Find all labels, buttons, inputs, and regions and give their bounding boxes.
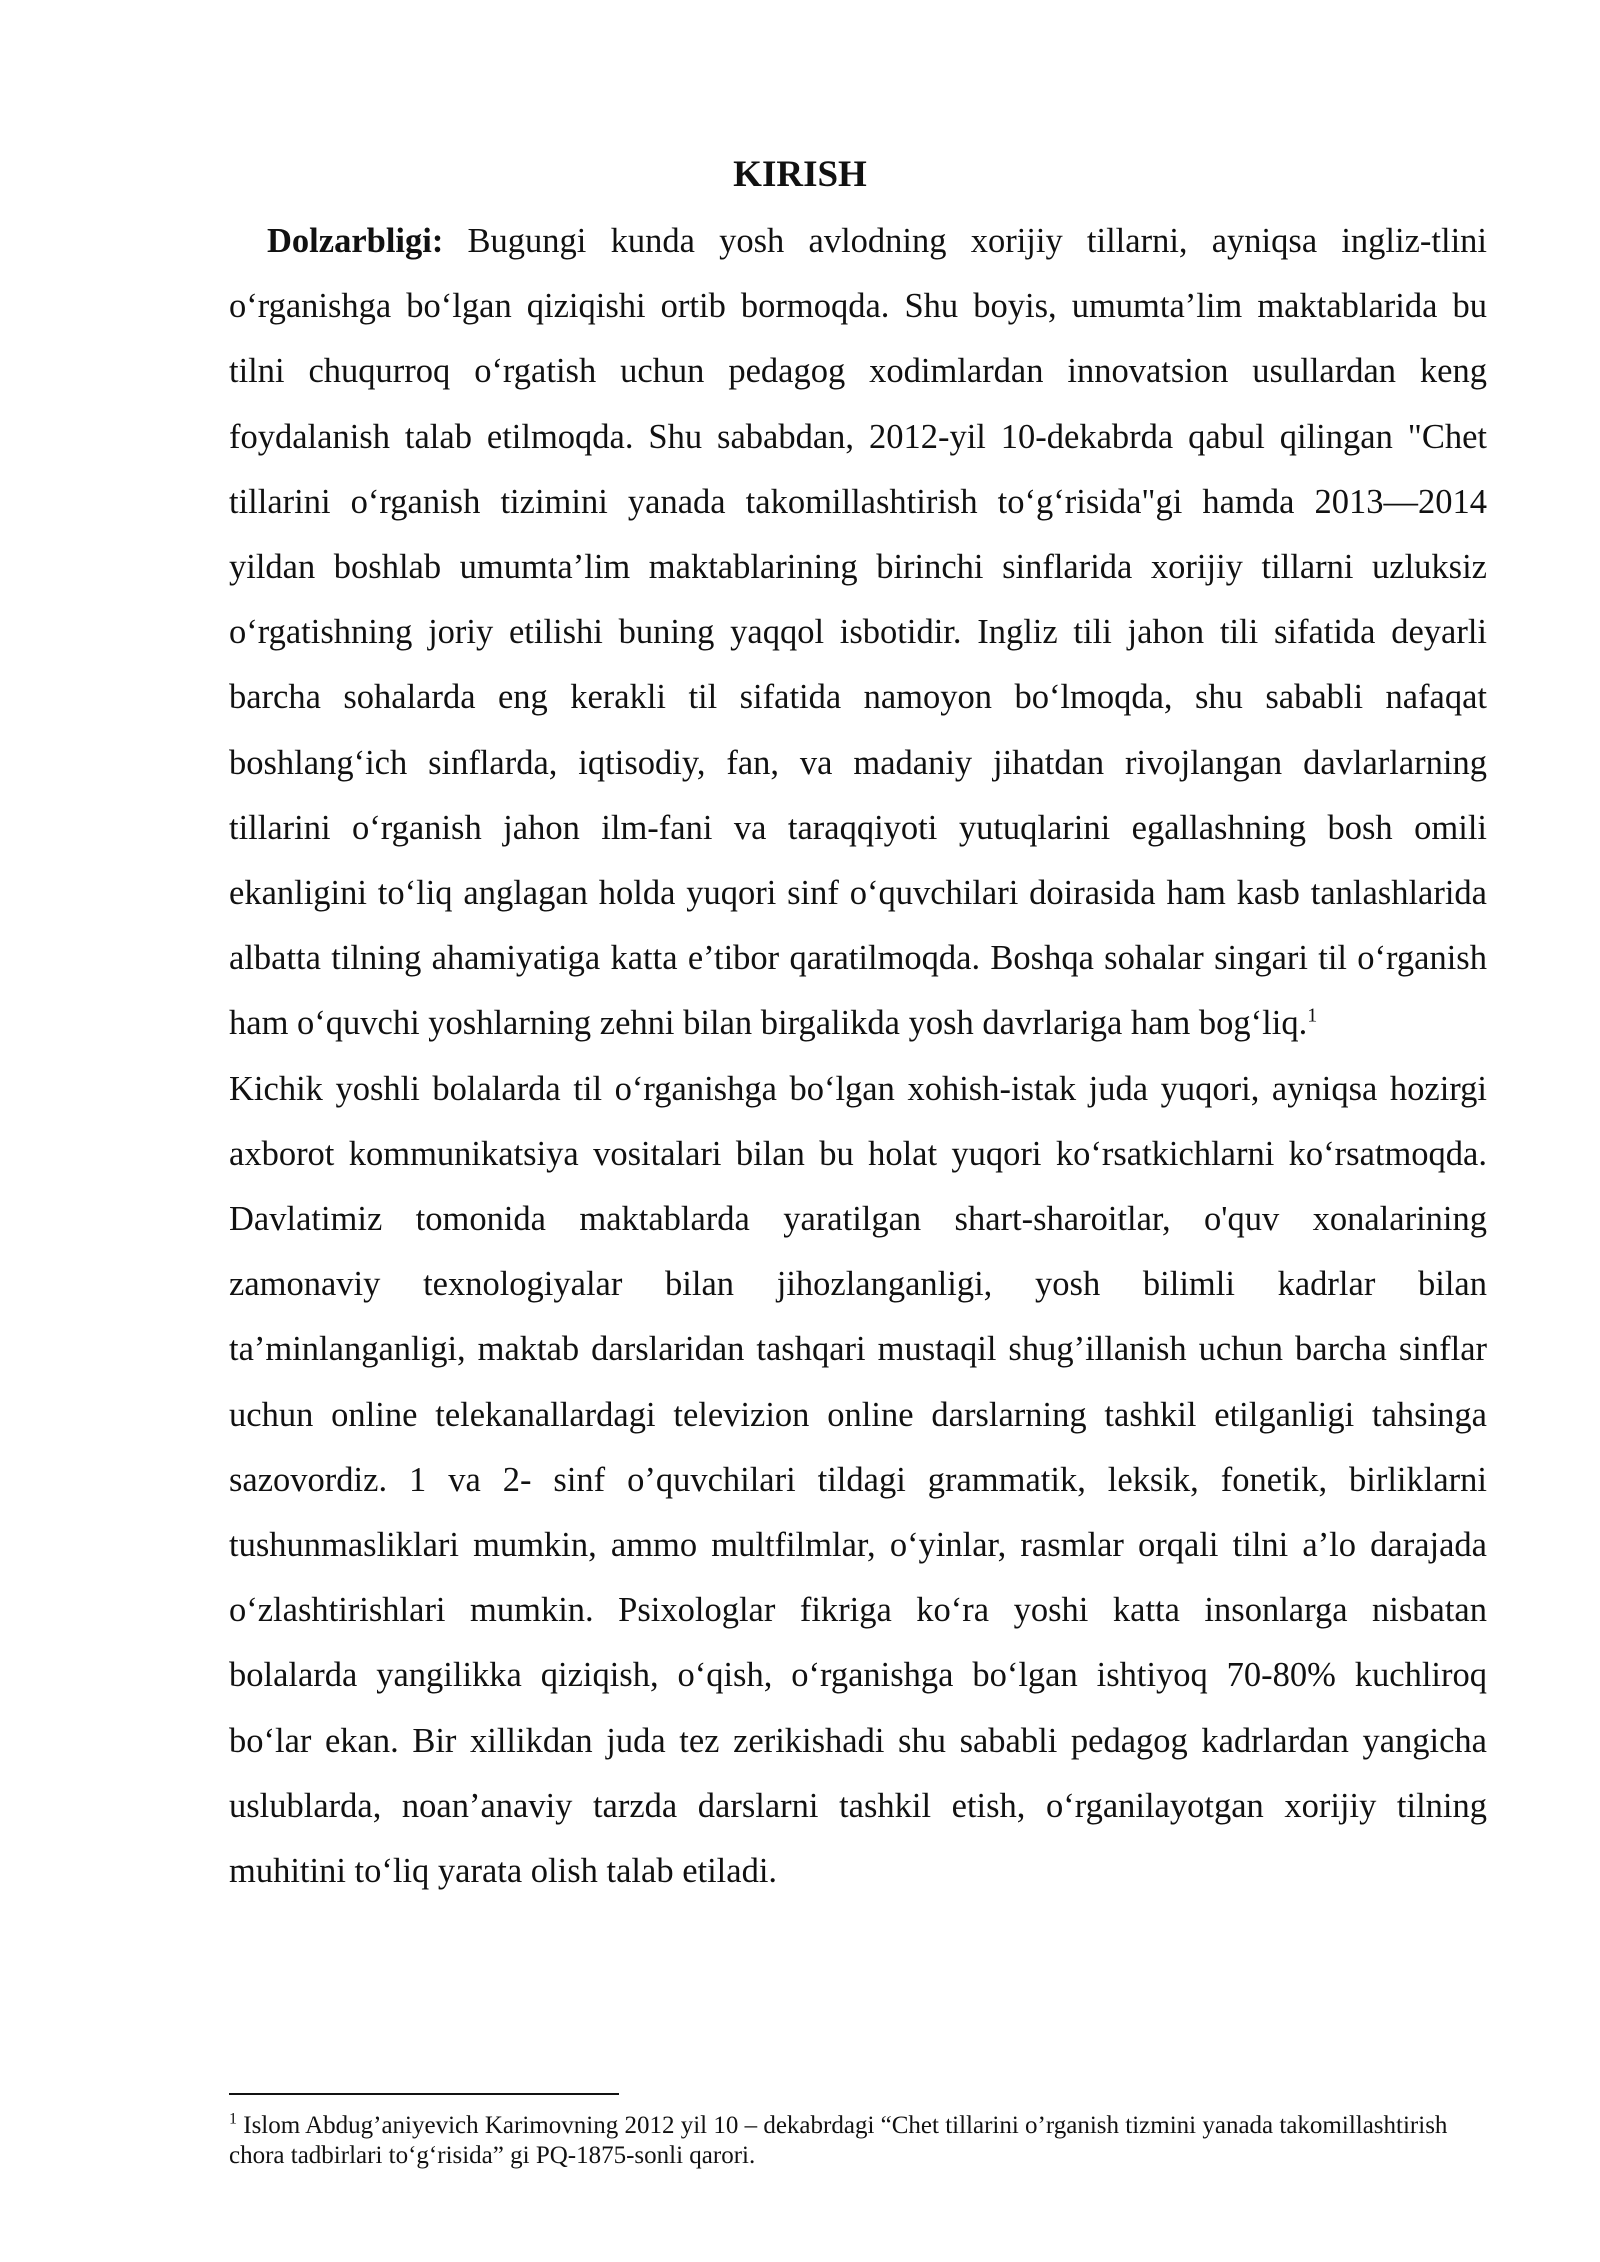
paragraph-relevance-text: Bugungi kunda yosh avlodning xorijiy tillarni, ayniqsa ingliz-tlini o‘rganishga bo‘lgan qiziqishi ortib bormoqda. Shu boyis, umumta’lim maktablarida bu tilni chuqurroq o‘rgatish uchun pedagog xodimlardan innovatsion usullardan keng foydalanish talab etilmoqda. Shu sababdan, 2012-yil 10-dekabrda qabul qilingan "Chet tillarini o‘rganish tizimini yanada takomillashtirish to‘g‘risida"gi hamda 2013—2014 yildan boshlab umumta’lim maktablarining birinchi sinflarida xorijiy tillarni uzluksiz o‘rgatishning joriy etilishi buning yaqqol isbotidir. Ingliz tili jahon tili sifatida deyarli barcha sohalarda eng kerakli til sifatida namoyon bo‘lmoqda, shu sababli nafaqat boshlang‘ich sinflarda, iqtisodiy, fan, va madaniy jihatdan rivojlangan davlarlarning tillarini o‘rganish jahon ilm-fani va taraqqiyoti yutuqlarini egallashning bosh omili ekanligini to‘liq anglagan holda yuqori sinf o‘quvchilari doirasida ham kasb tanlashlarida albatta tilning ahamiyatiga katta e’tibor qaratilmoqda. Boshqa sohalar singari til o‘rganish ham o‘quvchi yoshlarning zehni bilan birgalikda yosh davrlariga ham bog‘liq. bbox=[229, 222, 1487, 1043]
paragraph-children-learning: Kichik yoshli bolalarda til o‘rganishga bo‘lgan xohish-istak juda yuqori, ayniqsa hozirgi axborot kommunikatsiya vositalari bilan bu holat yuqori ko‘rsatkichlarni ko‘rsatmoqda. Davlatimiz tomonida maktablarda yaratilgan shart-sharoitlar, o'quv xonalarining zamonaviy texnologiyalar bilan jihozlanganligi, yosh bilimli kadrlar bilan ta’minlanganligi, maktab darslaridan tashqari mustaqil shug’illanish uchun barcha sinflar uchun online telekanallardagi televizion online darslarning tashkil etilganligi tahsinga sazovordiz. 1 va 2- sinf o’quvchilari tildagi grammatik, leksik, fonetik, birliklarni tushunmasliklari mumkin, ammo multfilmlar, o‘yinlar, rasmlar orqali tilni a’lo darajada o‘zlashtirishlari mumkin. Psixologlar fikriga ko‘ra yoshi katta insonlarga nisbatan bolalarda yangilikka qiziqish, o‘qish, o‘rganishga bo‘lgan ishtiyoq 70-80% kuchliroq bo‘lar ekan. Bir xillikdan juda tez zerikishadi shu sababli pedagog kadrlardan yangicha uslublarda, noan’anaviy tarzda darslarni tashkil etish, o‘rganilayotgan xorijiy tilning muhitini to‘liq yarata olish talab etiladi. bbox=[229, 1069, 1487, 1891]
footnote-number: 1 bbox=[229, 2110, 237, 2128]
body-text bbox=[229, 209, 1487, 1904]
footnote-reference[interactable]: 1 bbox=[1307, 1004, 1318, 1027]
paragraph-lead-term: Dolzarbligi: bbox=[267, 222, 444, 260]
page-title: KIRISH bbox=[733, 154, 867, 195]
footnote bbox=[229, 2111, 1487, 2171]
paragraph-relevance bbox=[229, 209, 1487, 1057]
footnote-text: Islom Abdug’aniyevich Karimovning 2012 yil 10 – dekabrdagi “Chet tillarini o’rganish tizmini yanada takomillashtirish chora tadbirlari to‘g‘risida” gi PQ-1875-sonli qarori. bbox=[229, 2112, 1448, 2169]
footnote-separator bbox=[229, 2093, 619, 2095]
